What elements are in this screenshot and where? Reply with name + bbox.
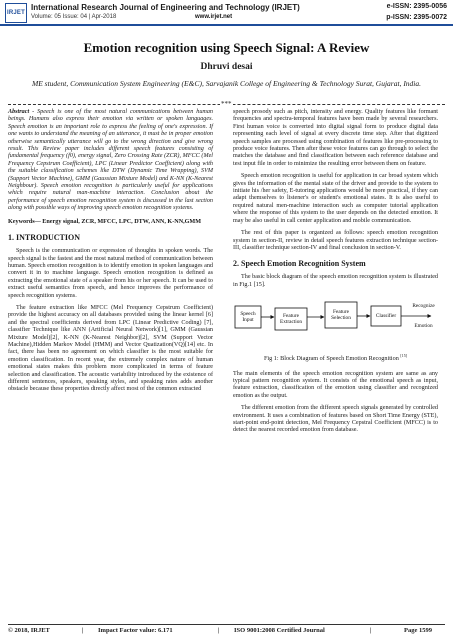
right-column bbox=[233, 109, 438, 440]
paper-title: Emotion recognition using Speech Signal: A Review bbox=[83, 40, 370, 55]
keywords: Keywords— Energy signal, ZCR, MFCC, LPC, DTW, ANN, K-NN,GMM bbox=[8, 218, 202, 225]
header-rule bbox=[0, 24, 453, 26]
figure-reference: [15] bbox=[400, 353, 408, 359]
diagram-output-emotion: Emotion bbox=[414, 323, 433, 330]
abstract bbox=[8, 109, 213, 213]
journal-title: International Research Journal of Engineering and Technology (IRJET) bbox=[31, 3, 300, 12]
paragraph: speech prosody such as pitch, intensity and energy. Quality features like formant frequencies and spectra-temporal features have been made by several researchers. First human voice is converted into digital signal form to produce digital data representing each level of signal at every discrete time step. After that digitized speech samples are processed using combination of features like pre-processing to produce voice features. Then after these voice features can go through to select the matches the database and find classification between each reference database and test input file in order to minimize the resulting error between them on feature. bbox=[233, 109, 438, 167]
diagram-block-speech-input: Speech Input bbox=[240, 311, 256, 324]
section-heading-introduction: 1. INTRODUCTION bbox=[8, 233, 81, 243]
footer-separator: | bbox=[82, 627, 84, 634]
footer-separator: | bbox=[218, 627, 220, 634]
figure-caption bbox=[233, 352, 438, 362]
paragraph: The different emotion from the different speech signals generated by controlled environment. It uses a combination of features based on Short Time Energy (STE), start-point end-point detection, Mel Frequency Cepstral Coefficient (MFCC) is to detect the nearest recorded emotion from database. bbox=[233, 405, 438, 434]
footer-separator: | bbox=[370, 627, 372, 634]
footer-impact-factor: Impact Factor value: 6.171 bbox=[98, 627, 173, 634]
abstract-text: - Speech is one of the most natural communications between human beings. Humans also express their emotion via written or spoken languages. Speech emotion is an important role to express the feeling of one's expression. If one wants to understand the meaning of an utterance, it must be in proper emotion otherwise semantically utterance will go to the wrong direction and give wrong result. This Review paper includes different speech features consisting of fundamental frequency (f0), energy signal, Zero Crossing Rate (ZCR), MFCC (Mel Frequency Cepstrum Coefficient), LPC (Linear Predictor Coefficient) along with the suitable classification schemes like DTW (Dynamic Time Wrapping), SVM (Support Vector Machine), GMM (Gaussian Mixture Model) and K-NN (K-Nearest Neighbour). Speech emotion recognition is particularly useful for applications which require natural man-machine interaction. Conclusion about the performance of speech emotion recognition system is discussed in the last section along with possible ways of improving speech emotion recognition systems. bbox=[8, 109, 213, 212]
separator-mark: *** bbox=[221, 100, 232, 108]
journal-header bbox=[0, 0, 453, 26]
diagram-block-feature-selection: Feature Selection bbox=[331, 309, 351, 322]
paragraph: The feature extraction like MFCC (Mel Frequency Cepstrum Coefficient) provide the highest accuracy on all databases provided using the linear kernel [6] and the spectral coefficients derived from LPC (Linear Predictive Coding) [7], classifier Technique like ANN (Artificial Neural Network)[1], GMM (Gaussian Mixture Model)[2], K-NN (K-Nearest Neighbor)[2], SVM (Support Vector Machine),Hidden Markov Model (HMM) and Vector Quatization(VQ)[14] etc. In fact, there has been no agreement on which classifier is the most suitable for emotion classification. In recent year, the extremely complex nature of human emotional states makes this problem more complicated in terms of feature selection and classification. The acoustic variability introduced by the existence of different sentences, speakers, speaking styles, and speaking rates adds another obstacle because these properties directly affect most of the common extracted bbox=[8, 304, 213, 393]
author-name: Dhruvi desai bbox=[200, 62, 253, 72]
paragraph: Speech emotion recognition is useful for application in car broad system which gives the information of the mental state of the driver and provide to the system to initiate his /her safety, E-tutoring applications would be more practical, if they can adapt themselves to listener's or student's emotional states. It is also useful to required natural men-machine interaction such as computer tutorial application where the response of this system to the user depends on the detected emotion. It may be also useful in call center application and mobile communication. bbox=[233, 173, 438, 224]
footer-rule bbox=[8, 624, 445, 625]
diagram-output-recognize: Recognize bbox=[412, 303, 435, 310]
paragraph: Speech is the communication or expression of thoughts in spoken words. The speech signal is the fastest and the most natural method of communication between human. Speech emotion recognition is to identify emotion in spoken languages and convert it in to machine language. Speech emotion recognition is defined as extracting the emotional state of a speaker from his or her speech. It can be used to extract useful semantics from speech, and hence improves the performance of speech recognition systems. bbox=[8, 248, 213, 299]
block-diagram bbox=[233, 294, 438, 346]
volume-issue: Volume: 05 Issue: 04 | Apr-2018 bbox=[31, 14, 117, 20]
paragraph: The rest of this paper is organized as follows: speech emotion recognition system in section-II, review in detail speech features extraction technique section-III, classifier technique section-IV and final conclusion in section-V. bbox=[233, 230, 438, 251]
e-issn: e-ISSN: 2395-0056 bbox=[386, 3, 447, 10]
footer-page-number: Page 1599 bbox=[404, 627, 432, 634]
author-affiliation: ME student, Communication System Engineering (E&C), Sarvajanik College of Engineering & Technology Surat, Gujarat, India. bbox=[31, 79, 422, 88]
p-issn: p-ISSN: 2395-0072 bbox=[386, 14, 447, 21]
diagram-block-feature-extraction: Feature Extraction bbox=[279, 313, 303, 326]
figure-caption-text: Fig 1: Block Diagram of Speech Emotion Recognition bbox=[263, 355, 399, 363]
paragraph: The basic block diagram of the speech emotion recognition system is illustrated in Fig.1 [15]. bbox=[233, 274, 438, 288]
footer-copyright: © 2018, IRJET bbox=[8, 627, 50, 634]
section-heading-system: 2. Speech Emotion Recognition System bbox=[233, 259, 366, 269]
paragraph: The main elements of the speech emotion recognition system are same as any typical pattern recognition system. It consists of the emotional speech as input, feature extraction, classification of the emotion using classifier and recognized emotion as the output. bbox=[233, 370, 438, 399]
footer-iso: ISO 9001:2008 Certified Journal bbox=[234, 627, 325, 634]
left-column bbox=[8, 109, 213, 399]
journal-website[interactable]: www.irjet.net bbox=[195, 14, 233, 20]
diagram-block-classifier: Classifier bbox=[375, 313, 397, 320]
abstract-label: Abstract bbox=[8, 109, 30, 115]
journal-logo: IRJET bbox=[5, 3, 27, 23]
